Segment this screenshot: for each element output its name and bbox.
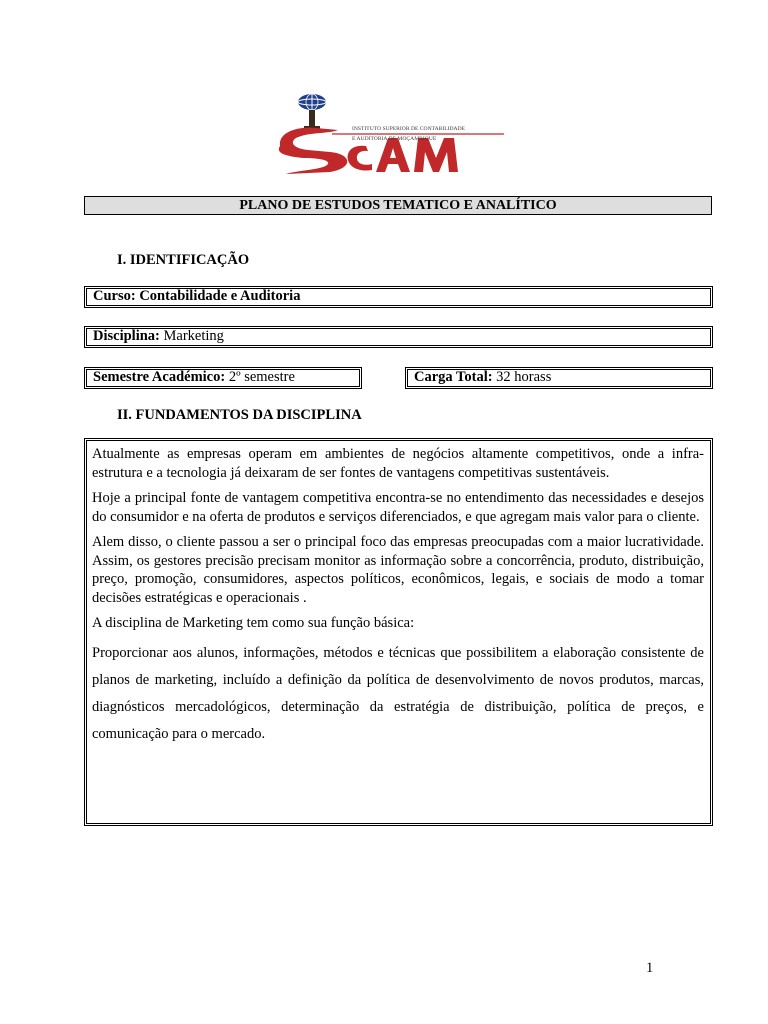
curso-label: Curso: (93, 288, 136, 304)
curso-field (84, 286, 713, 308)
semestre-label: Semestre Académico: (93, 369, 226, 385)
curso-value: Contabilidade e Auditoria (139, 288, 301, 304)
logo-caption-line2: E AUDITORIA DE MOÇAMBIQUE (352, 136, 437, 142)
section-identificacao-heading: I. IDENTIFICAÇÃO (117, 252, 250, 268)
semestre-field (84, 367, 362, 389)
fundamentos-paragraph-1: Atualmente as empresas operam em ambientes de negócios altamente competitivos, onde a infra-estrutura e a tecnologia já deixaram de ser fontes de vantagens competitivas sustentáveis. (92, 446, 704, 481)
disciplina-label: Disciplina: (93, 328, 160, 344)
disciplina-field (84, 326, 713, 348)
logo-caption-line1: INSTITUTO SUPERIOR DE CONTABILIDADE (352, 126, 466, 132)
page-number: 1 (646, 960, 654, 976)
fundamentos-paragraph-4: A disciplina de Marketing tem como sua função básica: (92, 615, 415, 631)
carga-label: Carga Total: (414, 369, 493, 385)
globe-icon (298, 94, 326, 110)
carga-value: 32 horass (496, 369, 552, 385)
fundamentos-paragraph-3: Alem disso, o cliente passou a ser o principal foco das empresas preocupadas com a maior lucratividade. Assim, os gestores precisão precisam monitor as informação sobre a concorrência, produto, distribuição, preço, promoção, consumidores, aspectos políticos, econômicos, legais, e sociais de modo a tomar decisões estratégicas e operacionais . (92, 534, 704, 606)
fundamentos-box (84, 438, 713, 826)
semestre-value: 2º semestre (228, 369, 295, 385)
section-fundamentos-heading: II. FUNDAMENTOS DA DISCIPLINA (117, 407, 362, 423)
carga-total-field (405, 367, 713, 389)
fundamentos-paragraph-5: Proporcionar aos alunos, informações, métodos e técnicas que possibilitem a elaboração consistente de planos de marketing, incluído a definição da política de desenvolvimento de novos produtos, marcas, diagnósticos mercadológicos, determinação da estratégia de distribuição, política de preços, e comunicação para o mercado. (92, 644, 704, 742)
fundamentos-paragraph-2: Hoje a principal fonte de vantagem competitiva encontra-se no entendimento das necessidades e desejos do consumidor e na oferta de produtos e serviços diferenciados, e que agregam mais valor para o cliente. (92, 490, 704, 525)
disciplina-value: Marketing (163, 328, 224, 344)
document-title: PLANO DE ESTUDOS TEMATICO E ANALÍTICO (84, 196, 712, 215)
iscam-logo (268, 88, 508, 184)
